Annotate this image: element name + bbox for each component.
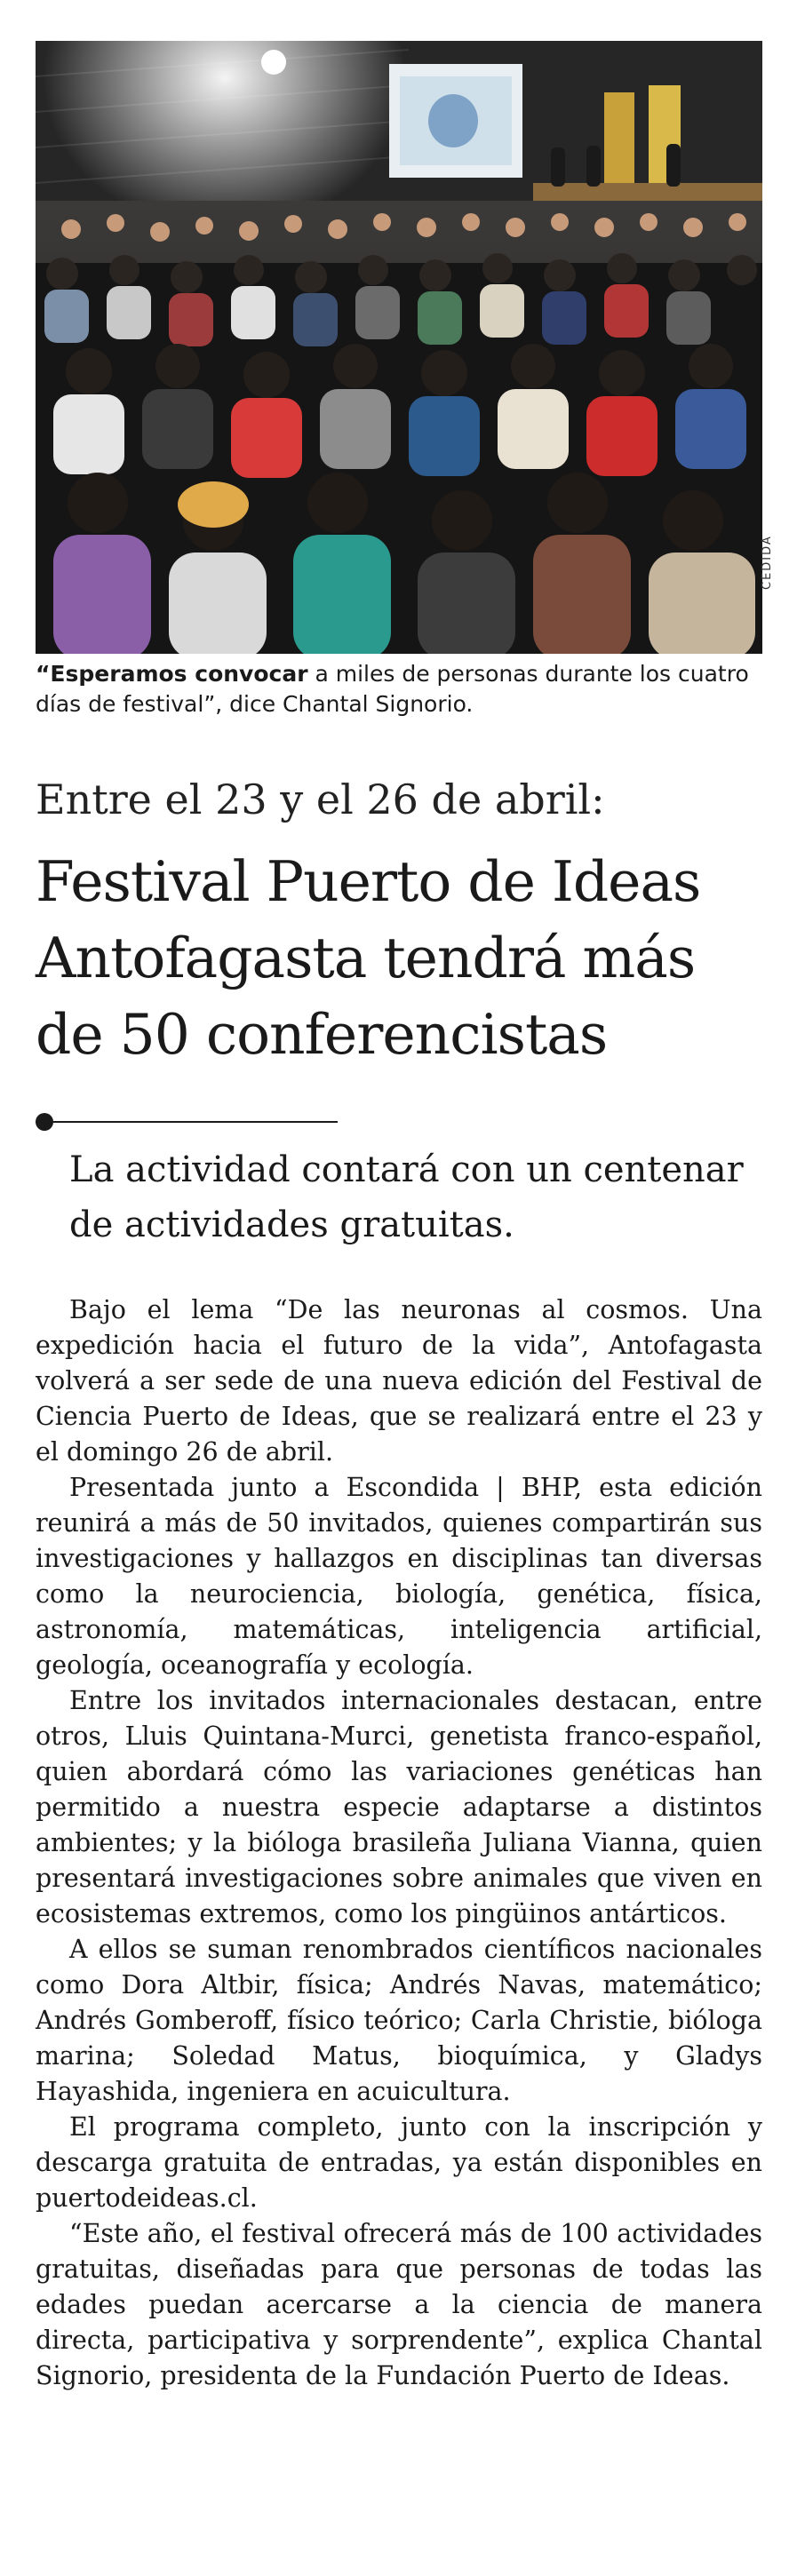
- caption-text: a miles de personas durante los cuatro días de festival”, dice Chantal Signorio.: [36, 661, 749, 717]
- photo-caption: [36, 659, 762, 720]
- body-paragraph: A ellos se suman renombrados científicos nacionales como Dora Altbir, física; Andrés Navas, matemático; Andrés Gomberoff, físico teórico; Carla Christie, bióloga marina; Soledad Matus, bioquímica, y Gladys Hayashida, ingeniera en acuicultura.: [36, 1935, 762, 2106]
- article-body: [36, 1292, 762, 2394]
- article-subhead: La actividad contará con un centenar de actividades gratuitas.: [69, 1149, 744, 1245]
- body-paragraph: Bajo el lema “De las neuronas al cosmos. Una expedición hacia el futuro de la vida”, Antofagasta volverá a ser sede de una nueva edición del Festival de Ciencia Puerto de Ideas, que se realizará entre el 23 y el domingo 26 de abril.: [36, 1295, 762, 1467]
- body-paragraph: “Este año, el festival ofrecerá más de 100 actividades gratuitas, diseñadas para que personas de todas las edades puedan acercarse a la ciencia de manera directa, participativa y sorprendente”, explica Chantal Signorio, presidenta de la Fundación Puerto de Ideas.: [36, 2219, 762, 2390]
- article-headline: Festival Puerto de Ideas Antofagasta tendrá más de 50 conferencistas: [36, 849, 701, 1067]
- body-paragraph: Entre los invitados internacionales destacan, entre otros, Lluis Quintana-Murci, genetista franco-español, quien abordará cómo las variaciones genéticas han permitido a nuestra especie adaptarse a distintos ambientes; y la bióloga brasileña Juliana Vianna, quien presentará investigaciones sobre animales que viven en ecosistemas extremos, como los pingüinos antárticos.: [36, 1686, 762, 1928]
- article-photo: [36, 41, 762, 654]
- body-paragraph: El programa completo, junto con la inscripción y descarga gratuita de entradas, ya están disponibles en puertodeideas.cl.: [36, 2112, 762, 2213]
- photo-credit: CEDIDA: [761, 535, 774, 590]
- body-paragraph: Presentada junto a Escondida | BHP, esta edición reunirá a más de 50 invitados, quienes compartirán sus investigaciones y hallazgos en disciplinas tan diversas como la neurociencia, biología, genética, física, astronomía, matemáticas, inteligencia artificial, geología, oceanografía y ecología.: [36, 1473, 762, 1680]
- article-kicker: Entre el 23 y el 26 de abril:: [36, 775, 605, 823]
- auditorium-photo-illustration: [36, 41, 762, 654]
- caption-bold-lead: “Esperamos convocar: [36, 661, 308, 687]
- section-divider: [36, 1121, 338, 1123]
- bullet-dot-icon: [36, 1113, 53, 1131]
